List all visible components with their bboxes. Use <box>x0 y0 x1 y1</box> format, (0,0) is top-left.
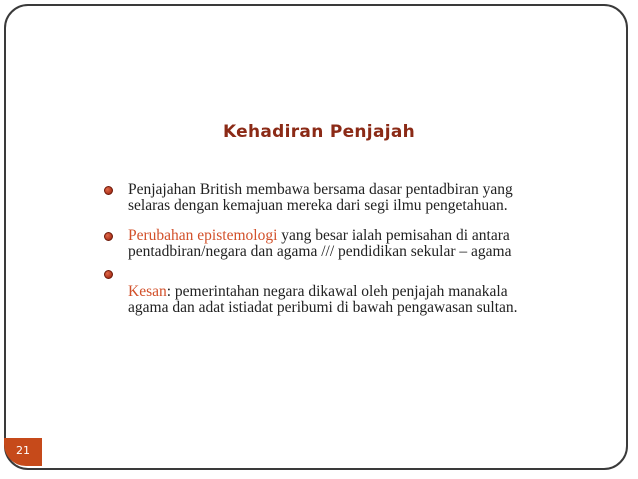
bullet-item <box>128 266 548 316</box>
bullet-list <box>128 182 548 316</box>
bullet-dot-icon <box>104 186 113 195</box>
bullet-highlight: Perubahan epistemologi <box>128 227 278 244</box>
bullet-text: yang besar ialah pemisahan di antara pentadbiran/negara dan agama /// pendidikan sekular – agama <box>128 227 512 260</box>
bullet-item <box>128 228 548 260</box>
bullet-dot-icon <box>104 270 113 279</box>
bullet-dot-icon <box>104 232 113 241</box>
bullet-item <box>128 182 548 214</box>
bullet-text: : pemerintahan negara dikawal oleh penjajah manakala agama dan adat istiadat peribumi di bawah pengawasan sultan. <box>128 283 518 316</box>
bullet-highlight: Kesan <box>128 283 167 300</box>
slide-title: Kehadiran Penjajah <box>222 122 416 142</box>
bullet-text: Penjajahan British membawa bersama dasar pentadbiran yang selaras dengan kemajuan mereka dari segi ilmu pengetahuan. <box>128 181 513 214</box>
page-number: 21 <box>16 444 30 457</box>
